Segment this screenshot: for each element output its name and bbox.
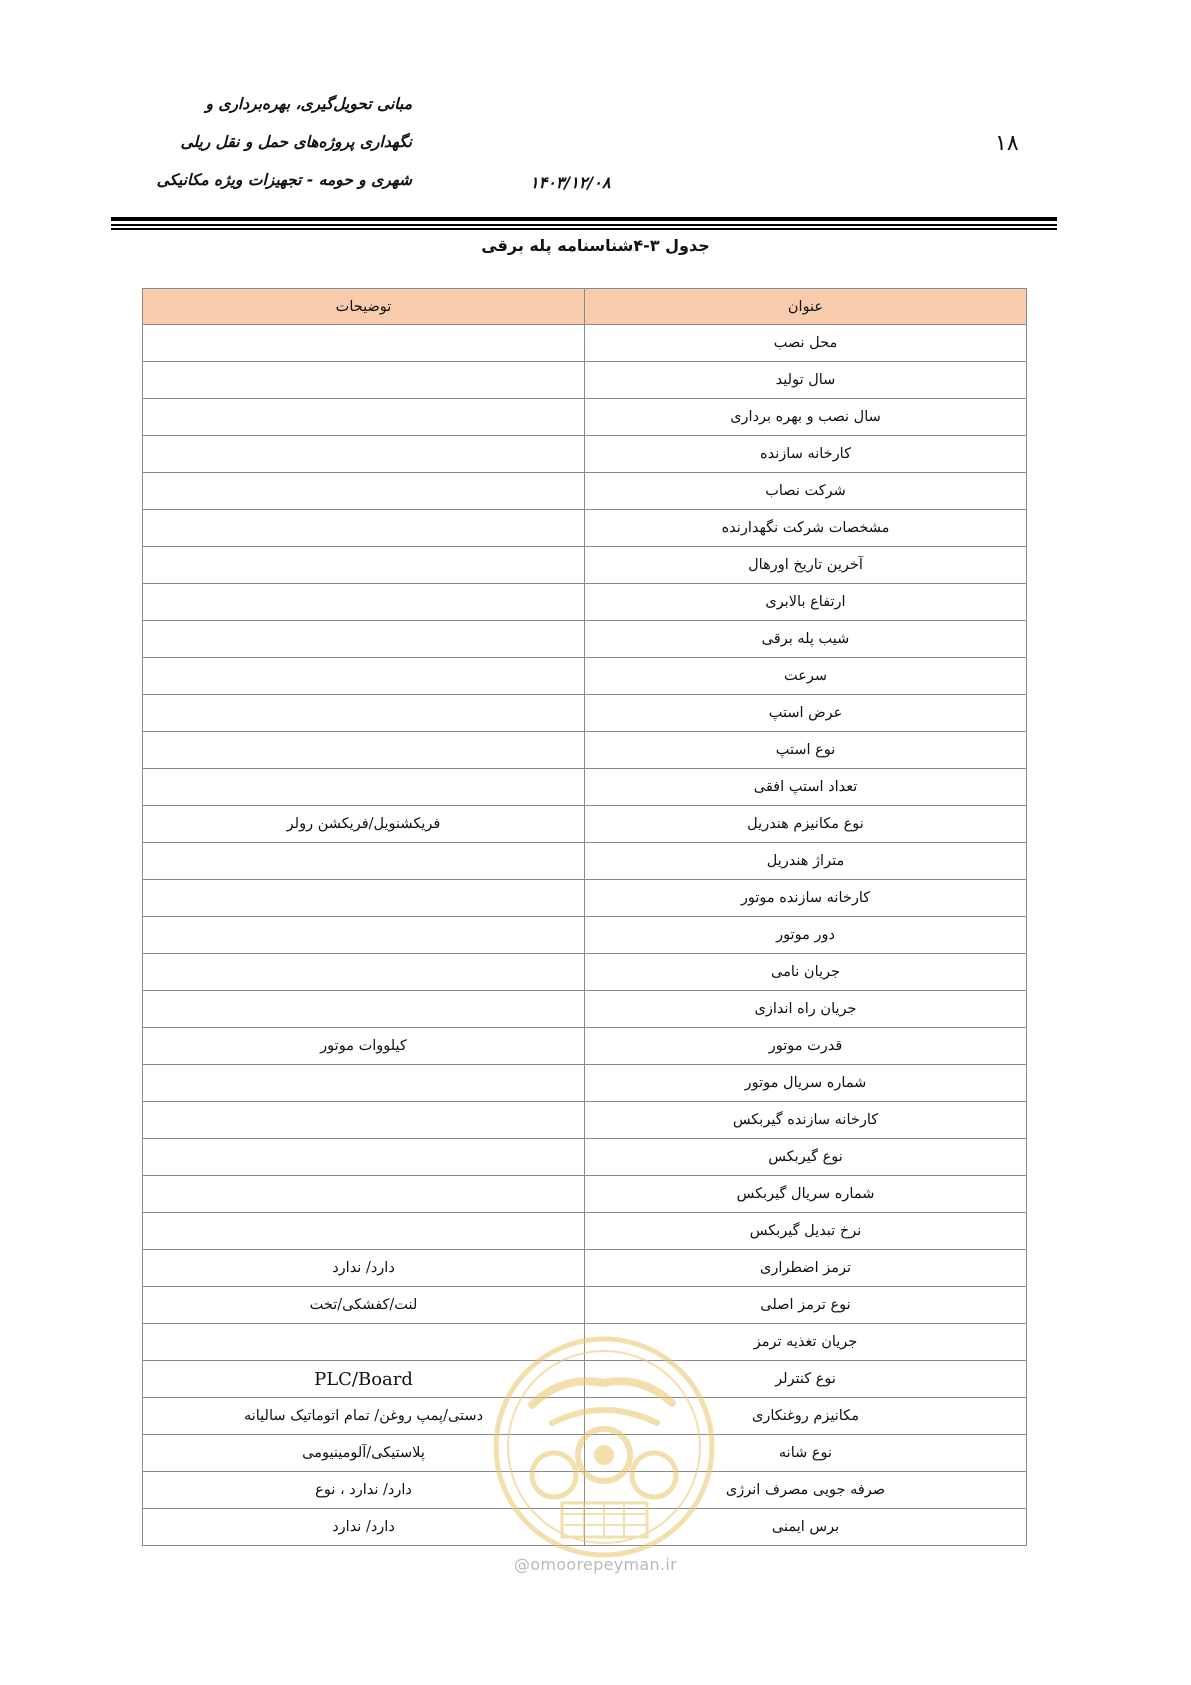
- row-title-cell: جریان راه اندازی: [585, 991, 1027, 1028]
- row-title-cell: دور موتور: [585, 917, 1027, 954]
- row-title-cell: شیب پله برقی: [585, 621, 1027, 658]
- table-row: [143, 1287, 1027, 1324]
- omoorepeyman-seal-icon: [492, 1335, 717, 1560]
- table-row: [143, 1102, 1027, 1139]
- column-header-description: توضیحات: [143, 289, 585, 325]
- row-title-cell: نرخ تبدیل گیربکس: [585, 1213, 1027, 1250]
- table-row: [143, 436, 1027, 473]
- row-title-cell: عرض استپ: [585, 695, 1027, 732]
- page-number: ۱۸: [995, 131, 1019, 156]
- row-description-cell: دارد/ ندارد: [143, 1509, 585, 1546]
- row-description-cell: [143, 1065, 585, 1102]
- document-title-line-1: مبانی تحویل‌گیری، بهره‌برداری و: [205, 95, 412, 113]
- row-description-cell: [143, 880, 585, 917]
- document-date: ۱۴۰۳/۱۲/۰۸: [530, 173, 611, 192]
- table-row: [143, 621, 1027, 658]
- row-description-cell: [143, 399, 585, 436]
- row-title-cell: آخرین تاریخ اورهال: [585, 547, 1027, 584]
- table-row: [143, 1176, 1027, 1213]
- watermark-text: @omoorepeyman.ir: [514, 1555, 677, 1574]
- row-title-cell: کارخانه سازنده موتور: [585, 880, 1027, 917]
- row-title-cell: ترمز اضطراری: [585, 1250, 1027, 1287]
- row-description-cell: کیلووات موتور: [143, 1028, 585, 1065]
- row-title-cell: محل نصب: [585, 325, 1027, 362]
- row-title-cell: شماره سریال گیربکس: [585, 1176, 1027, 1213]
- row-description-cell: [143, 547, 585, 584]
- table-row: [143, 1250, 1027, 1287]
- row-title-cell: نوع مکانیزم هندریل: [585, 806, 1027, 843]
- table-row: [143, 1028, 1027, 1065]
- row-title-cell: جریان تغذیه ترمز: [585, 1324, 1027, 1361]
- table-row: [143, 1213, 1027, 1250]
- row-description-cell: [143, 1139, 585, 1176]
- row-title-cell: سال نصب و بهره برداری: [585, 399, 1027, 436]
- row-title-cell: تعداد استپ افقی: [585, 769, 1027, 806]
- row-title-cell: نوع گیربکس: [585, 1139, 1027, 1176]
- row-title-cell: سال تولید: [585, 362, 1027, 399]
- row-description-cell: پلاستیکی/آلومینیومی: [143, 1435, 585, 1472]
- row-description-cell: [143, 695, 585, 732]
- row-title-cell: صرفه جویی مصرف انرژی: [585, 1472, 1027, 1509]
- row-title-cell: قدرت موتور: [585, 1028, 1027, 1065]
- row-title-cell: شماره سریال موتور: [585, 1065, 1027, 1102]
- table-row: [143, 510, 1027, 547]
- row-description-cell: [143, 843, 585, 880]
- row-description-cell: [143, 1102, 585, 1139]
- document-title-line-2: نگهداری پروژه‌های حمل و نقل ریلی: [180, 133, 412, 151]
- row-title-cell: نوع استپ: [585, 732, 1027, 769]
- header-divider-thin-2: [111, 228, 1057, 230]
- table-row: [143, 362, 1027, 399]
- header-divider-thin: [111, 224, 1057, 226]
- table-row: [143, 769, 1027, 806]
- row-description-cell: [143, 621, 585, 658]
- table-row: [143, 1065, 1027, 1102]
- column-header-title: عنوان: [585, 289, 1027, 325]
- row-description-cell: [143, 658, 585, 695]
- row-description-cell: دستی/پمپ روغن/ تمام اتوماتیک سالیانه: [143, 1398, 585, 1435]
- row-title-cell: مکانیزم روغنکاری: [585, 1398, 1027, 1435]
- table-row: [143, 917, 1027, 954]
- row-description-cell: [143, 436, 585, 473]
- row-title-cell: کارخانه سازنده: [585, 436, 1027, 473]
- row-description-cell: [143, 1176, 585, 1213]
- row-title-cell: سرعت: [585, 658, 1027, 695]
- table-row: [143, 547, 1027, 584]
- row-title-cell: نوع شانه: [585, 1435, 1027, 1472]
- table-row: [143, 880, 1027, 917]
- row-description-cell: [143, 510, 585, 547]
- row-description-cell: [143, 325, 585, 362]
- row-description-cell: [143, 732, 585, 769]
- table-caption: جدول ۳-۴شناسنامه پله برقی: [481, 236, 710, 255]
- document-title: [82, 92, 412, 206]
- table-row: [143, 991, 1027, 1028]
- row-description-cell: فریکشنویل/فریکشن رولر: [143, 806, 585, 843]
- document-title-line-3: شهری و حومه - تجهیزات ویژه مکانیکی: [156, 171, 412, 189]
- row-description-cell: دارد/ ندارد: [143, 1250, 585, 1287]
- row-description-cell: [143, 991, 585, 1028]
- row-description-cell: [143, 917, 585, 954]
- row-title-cell: جریان نامی: [585, 954, 1027, 991]
- row-description-cell: [143, 473, 585, 510]
- row-title-cell: متراژ هندریل: [585, 843, 1027, 880]
- row-title-cell: برس ایمنی: [585, 1509, 1027, 1546]
- row-description-cell: PLC/Board: [143, 1361, 585, 1398]
- header-divider: [111, 217, 1057, 221]
- table-row: [143, 806, 1027, 843]
- table-row: [143, 954, 1027, 991]
- row-title-cell: شرکت نصاب: [585, 473, 1027, 510]
- table-row: [143, 1139, 1027, 1176]
- row-description-cell: دارد/ ندارد ، نوع: [143, 1472, 585, 1509]
- row-description-cell: [143, 1213, 585, 1250]
- table-header-row: [143, 289, 1027, 325]
- table-row: [143, 732, 1027, 769]
- table-row: [143, 695, 1027, 732]
- row-description-cell: [143, 769, 585, 806]
- row-description-cell: [143, 584, 585, 621]
- row-description-cell: لنت/کفشکی/تخت: [143, 1287, 585, 1324]
- row-description-cell: [143, 954, 585, 991]
- row-title-cell: کارخانه سازنده گیربکس: [585, 1102, 1027, 1139]
- row-title-cell: ارتفاع بالابری: [585, 584, 1027, 621]
- table-row: [143, 473, 1027, 510]
- table-row: [143, 325, 1027, 362]
- table-row: [143, 399, 1027, 436]
- row-title-cell: نوع کنترلر: [585, 1361, 1027, 1398]
- row-description-cell: [143, 362, 585, 399]
- table-row: [143, 584, 1027, 621]
- table-row: [143, 843, 1027, 880]
- row-title-cell: نوع ترمز اصلی: [585, 1287, 1027, 1324]
- table-row: [143, 658, 1027, 695]
- row-title-cell: مشخصات شرکت نگهدارنده: [585, 510, 1027, 547]
